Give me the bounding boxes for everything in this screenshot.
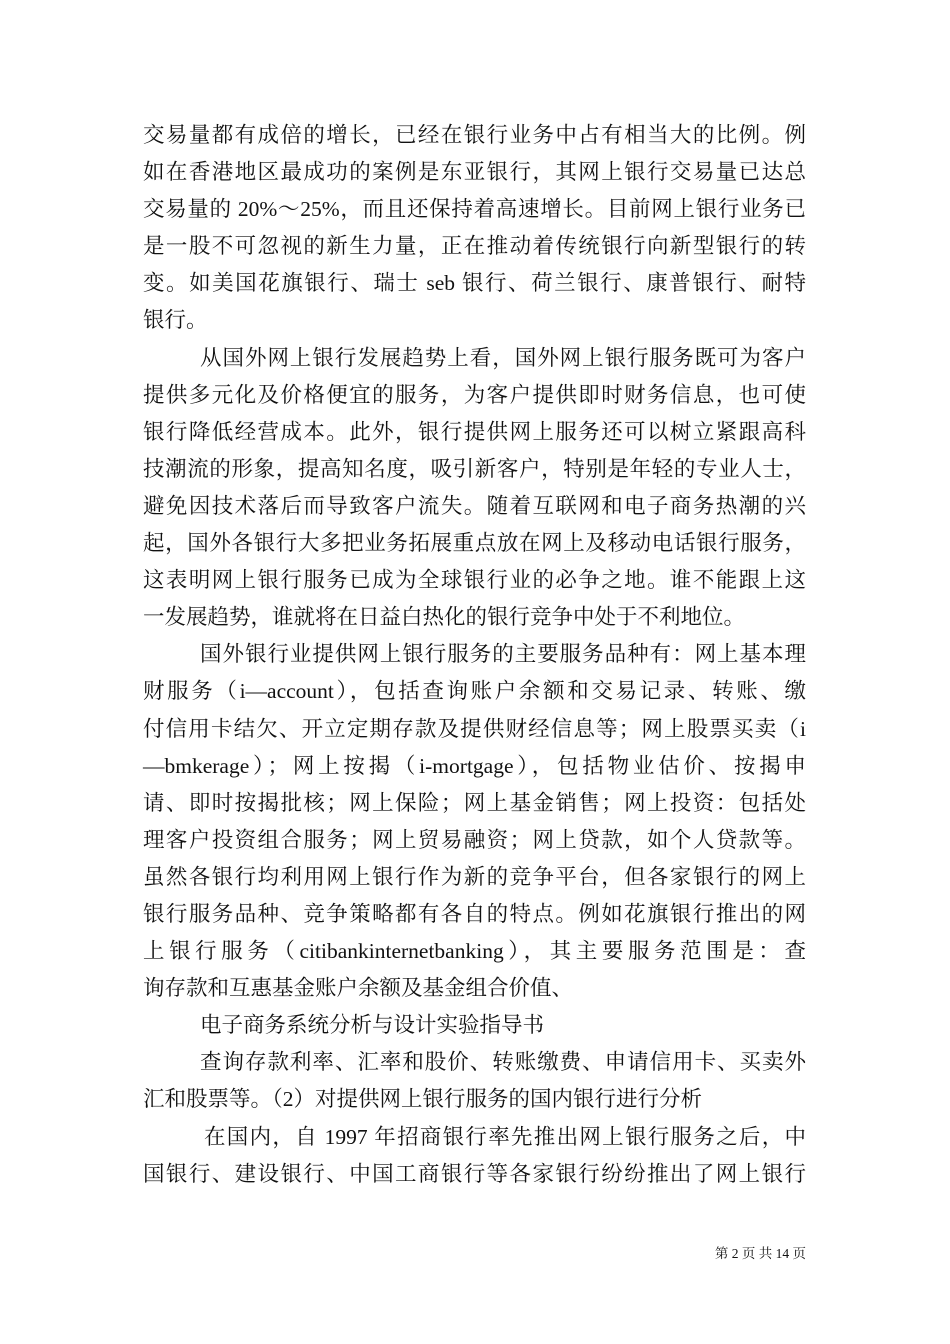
document-body [143,117,806,1193]
body-line: 询存款和互惠基金账户余额及基金组合价值、 [143,976,574,1001]
body-line: 是一股不可忽视的新生力量，正在推动着传统银行向新型银行的转 [143,234,806,259]
body-line: 如在香港地区最成功的案例是东亚银行，其网上银行交易量已达总 [143,160,806,185]
body-line: 从国外网上银行发展趋势上看，国外网上银行服务既可为客户 [200,345,806,370]
paragraph [143,1119,806,1193]
paragraph [143,636,806,1007]
body-line: 一发展趋势，谁就将在日益白热化的银行竞争中处于不利地位。 [143,605,746,630]
paragraph [143,340,806,637]
body-line: 交易量的 20%～25%，而且还保持着高速增长。目前网上银行业务已 [143,197,806,222]
paragraph [143,117,806,340]
body-line: 起，国外各银行大多把业务拓展重点放在网上及移动电话银行服务， [143,531,806,556]
body-line: 虽然各银行均利用网上银行作为新的竞争平台，但各家银行的网上 [143,864,806,889]
body-line: 避免因技术落后而导致客户流失。随着互联网和电子商务热潮的兴 [143,493,806,518]
body-line: 提供多元化及价格便宜的服务，为客户提供即时财务信息，也可使 [143,382,806,407]
body-line: 国外银行业提供网上银行服务的主要服务品种有：网上基本理 [200,642,806,667]
body-line: 变。如美国花旗银行、瑞士 seb 银行、荷兰银行、康普银行、耐特 [143,271,806,296]
page-footer: 第 2 页 共 14 页 [714,1246,806,1261]
body-line: 上银行服务（citibankinternetbanking），其主要服务范围是：查 [143,939,806,964]
paragraph [143,1044,806,1118]
body-line: 这表明网上银行服务已成为全球银行业的必争之地。谁不能跟上这 [143,568,806,593]
body-line: 付信用卡结欠、开立定期存款及提供财经信息等；网上股票买卖（i [143,716,806,741]
body-line: 银行服务品种、竞争策略都有各自的特点。例如花旗银行推出的网 [143,901,806,926]
body-line: 交易量都有成倍的增长，已经在银行业务中占有相当大的比例。例 [143,123,806,147]
body-line: 在国内，自 1997 年招商银行率先推出网上银行服务之后，中 [204,1124,806,1149]
body-line: 汇和股票等。（2）对提供网上银行服务的国内银行进行分析 [143,1087,703,1112]
body-line: —bmkerage）；网上按揭（i-mortgage），包括物业估价、按揭申 [143,753,806,778]
body-line: 技潮流的形象，提高知名度，吸引新客户，特别是年轻的专业人士， [143,456,806,481]
running-header-text: 电子商务系统分析与设计实验指导书 [200,1013,545,1038]
body-line: 银行。 [143,308,208,333]
body-line: 国银行、建设银行、中国工商银行等各家银行纷纷推出了网上银行 [143,1161,806,1186]
body-line: 理客户投资组合服务；网上贸易融资；网上贷款，如个人贷款等。 [143,827,806,852]
body-line: 请、即时按揭批核；网上保险；网上基金销售；网上投资：包括处 [143,790,806,815]
paragraph [143,1007,806,1044]
body-line: 财服务（i—account），包括查询账户余额和交易记录、转账、缴 [143,679,806,704]
body-line: 查询存款利率、汇率和股价、转账缴费、申请信用卡、买卖外 [200,1050,806,1075]
body-line: 银行降低经营成本。此外，银行提供网上服务还可以树立紧跟高科 [143,419,806,444]
